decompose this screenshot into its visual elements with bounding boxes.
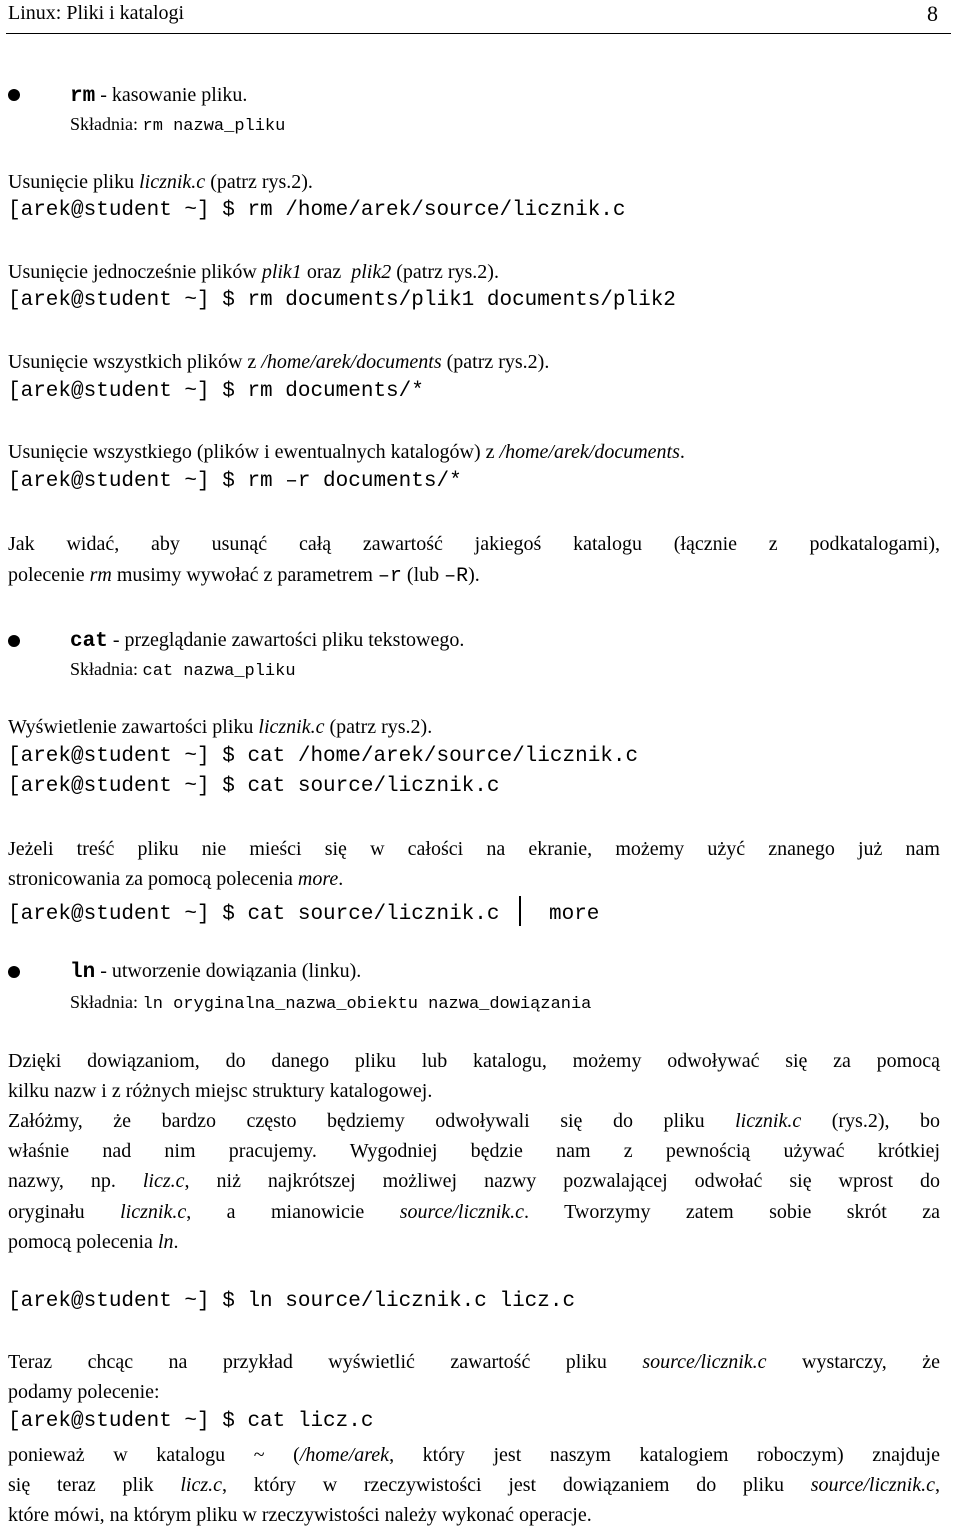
command-line: [arek@student ~] $ rm –r documents/* — [8, 470, 462, 493]
rm-note-line-2 — [8, 563, 480, 589]
syntax-code: rm nazwa_pliku — [142, 117, 286, 136]
ln-para-2-line-3 — [8, 1169, 940, 1193]
ln-para-1-line-2: kilku nazw i z różnych miejsc struktury katalogowej. — [8, 1080, 433, 1102]
text: Usunięcie pliku — [8, 171, 140, 193]
text: stronicowania za pomocą polecenia — [8, 868, 298, 890]
rm-example-1 — [8, 170, 313, 194]
text: , który jest naszym katalogiem roboczym) znajduje — [389, 1444, 940, 1466]
text: . — [679, 441, 685, 463]
param: –r — [377, 565, 402, 588]
command-text: more — [548, 903, 600, 926]
text: nazwy, np. — [8, 1170, 143, 1192]
text: (patrz rys.2). — [391, 261, 499, 283]
path: /home/arek/documents — [261, 351, 442, 373]
ln-para-2-line-4 — [8, 1200, 940, 1224]
command-line: [arek@student ~] $ cat source/licznik.c — [8, 775, 500, 798]
file-name: licznik.c — [258, 716, 325, 738]
text: , — [934, 1474, 940, 1496]
text: pomocą polecenia — [8, 1231, 158, 1253]
file-name: source/licznik.c — [642, 1351, 767, 1373]
command-line: [arek@student ~] $ cat licz.c — [8, 1410, 374, 1433]
text: Usunięcie jednocześnie plików — [8, 261, 262, 283]
pipe-symbol — [519, 896, 521, 926]
file-name: licznik.c — [735, 1110, 802, 1132]
text: polecenie — [8, 564, 90, 586]
text: , niż najkrótszej możliwej nazwy pozwalającej odwołać się wprost do — [184, 1170, 940, 1192]
bullet-icon — [8, 635, 20, 647]
text: Usunięcie wszystkiego (plików i ewentualnych katalogów) z — [8, 441, 500, 463]
cat-note-line-2 — [8, 867, 343, 891]
text: (patrz rys.2). — [324, 716, 433, 738]
bullet-icon — [8, 966, 20, 978]
command-line: [arek@student ~] $ rm documents/* — [8, 380, 424, 403]
file-name: plik1 — [261, 261, 302, 283]
text: . — [338, 868, 344, 890]
command-line: [arek@student ~] $ rm documents/plik1 documents/plik2 — [8, 289, 676, 312]
rm-keyword: rm — [70, 85, 96, 108]
rm-description: - kasowanie pliku. — [95, 84, 248, 106]
page-number: 8 — [927, 1, 938, 26]
text: oraz — [301, 261, 352, 283]
cat-syntax — [70, 657, 296, 684]
file-name: licz.c — [180, 1474, 223, 1496]
command-name: ln — [157, 1231, 174, 1253]
command-text: [arek@student ~] $ cat source/licznik.c — [8, 903, 500, 926]
cat-keyword: cat — [70, 630, 108, 653]
file-name: licznik.c — [120, 1201, 187, 1223]
text: Teraz chcąc na przykład wyświetlić zawartość pliku — [8, 1351, 643, 1373]
syntax-code: ln oryginalna_nazwa_obiektu nazwa_dowiązania — [142, 995, 592, 1014]
param: –R — [444, 565, 469, 588]
cat-note-line-1: Jeżeli treść pliku nie mieści się w całości na ekranie, możemy użyć znanego już nam — [8, 838, 940, 860]
command-name: rm — [89, 564, 112, 586]
ln-para-4-line-3: które mówi, na którym pliku w rzeczywistości należy wykonać operacje. — [8, 1504, 592, 1526]
ln-para-3-line-1 — [8, 1350, 940, 1374]
ln-syntax — [70, 990, 591, 1017]
text: . — [173, 1231, 179, 1253]
rm-note-line-1: Jak widać, aby usunąć całą zawartość jakiegoś katalogu (łącznie z podkatalogami), — [8, 533, 940, 555]
ln-heading — [70, 959, 361, 985]
command-line-pipe — [8, 896, 599, 927]
cat-heading — [70, 628, 464, 654]
rm-example-4 — [8, 440, 685, 464]
rm-example-2 — [8, 260, 499, 284]
ln-para-1-line-1: Dzięki dowiązaniom, do danego pliku lub katalogu, możemy odwoływać się za pomocą — [8, 1050, 940, 1072]
text: Załóżmy, że bardzo często będziemy odwoływali się do pliku — [8, 1110, 736, 1132]
path: /home/arek — [299, 1444, 390, 1466]
text: , a mianowicie — [186, 1201, 400, 1223]
rm-heading — [70, 83, 247, 109]
bullet-icon — [8, 89, 20, 101]
command-line: [arek@student ~] $ ln source/licznik.c licz.c — [8, 1290, 576, 1313]
command-line: [arek@student ~] $ rm /home/arek/source/licznik.c — [8, 199, 626, 222]
file-name: plik2 — [351, 261, 392, 283]
text: wystarczy, że — [766, 1351, 940, 1373]
syntax-label: Składnia: — [70, 114, 143, 134]
text: musimy wywołać z parametrem — [111, 564, 378, 586]
text: (lub — [401, 564, 445, 586]
file-name: licznik.c — [139, 171, 206, 193]
text: . Tworzymy zatem sobie skrót za — [523, 1201, 940, 1223]
syntax-label: Składnia: — [70, 659, 143, 679]
file-name: source/licznik.c — [399, 1201, 524, 1223]
ln-para-2-line-2: właśnie nad nim pracujemy. Wygodniej będzie nam z pewnością używać krótkiej — [8, 1140, 940, 1162]
ln-para-3-line-2: podamy polecenie: — [8, 1381, 160, 1403]
ln-para-4-line-1 — [8, 1443, 940, 1467]
syntax-label: Składnia: — [70, 992, 143, 1012]
rm-example-3 — [8, 350, 549, 374]
file-name: source/licznik.c — [810, 1474, 935, 1496]
ln-description: - utworzenie dowiązania (linku). — [95, 960, 362, 982]
ln-para-4-line-2 — [8, 1473, 940, 1497]
text: Wyświetlenie zawartości pliku — [8, 716, 259, 738]
file-name: licz.c — [142, 1170, 185, 1192]
cat-example-1 — [8, 715, 432, 739]
text: , który w rzeczywistości jest dowiązaniem do pliku — [222, 1474, 811, 1496]
ln-keyword: ln — [70, 961, 96, 984]
command-line: [arek@student ~] $ cat /home/arek/source/licznik.c — [8, 745, 639, 768]
header-divider — [6, 33, 951, 34]
ln-para-2-line-1 — [8, 1109, 940, 1133]
text: ). — [468, 564, 480, 586]
text: Usunięcie wszystkich plików z — [8, 351, 262, 373]
cat-description: - przeglądanie zawartości pliku tekstowego. — [107, 629, 465, 651]
rm-syntax — [70, 112, 285, 139]
page-header-title: Linux: Pliki i katalogi — [8, 2, 185, 24]
text: ponieważ w katalogu ~ ( — [8, 1444, 300, 1466]
command-name: more — [297, 868, 339, 890]
text: (rys.2), bo — [801, 1110, 941, 1132]
text: (patrz rys.2). — [205, 171, 313, 193]
text: (patrz rys.2). — [441, 351, 550, 373]
text: oryginału — [8, 1201, 121, 1223]
path: /home/arek/documents — [499, 441, 680, 463]
syntax-code: cat nazwa_pliku — [142, 662, 296, 681]
ln-para-2-line-5 — [8, 1230, 179, 1254]
text: się teraz plik — [8, 1474, 181, 1496]
